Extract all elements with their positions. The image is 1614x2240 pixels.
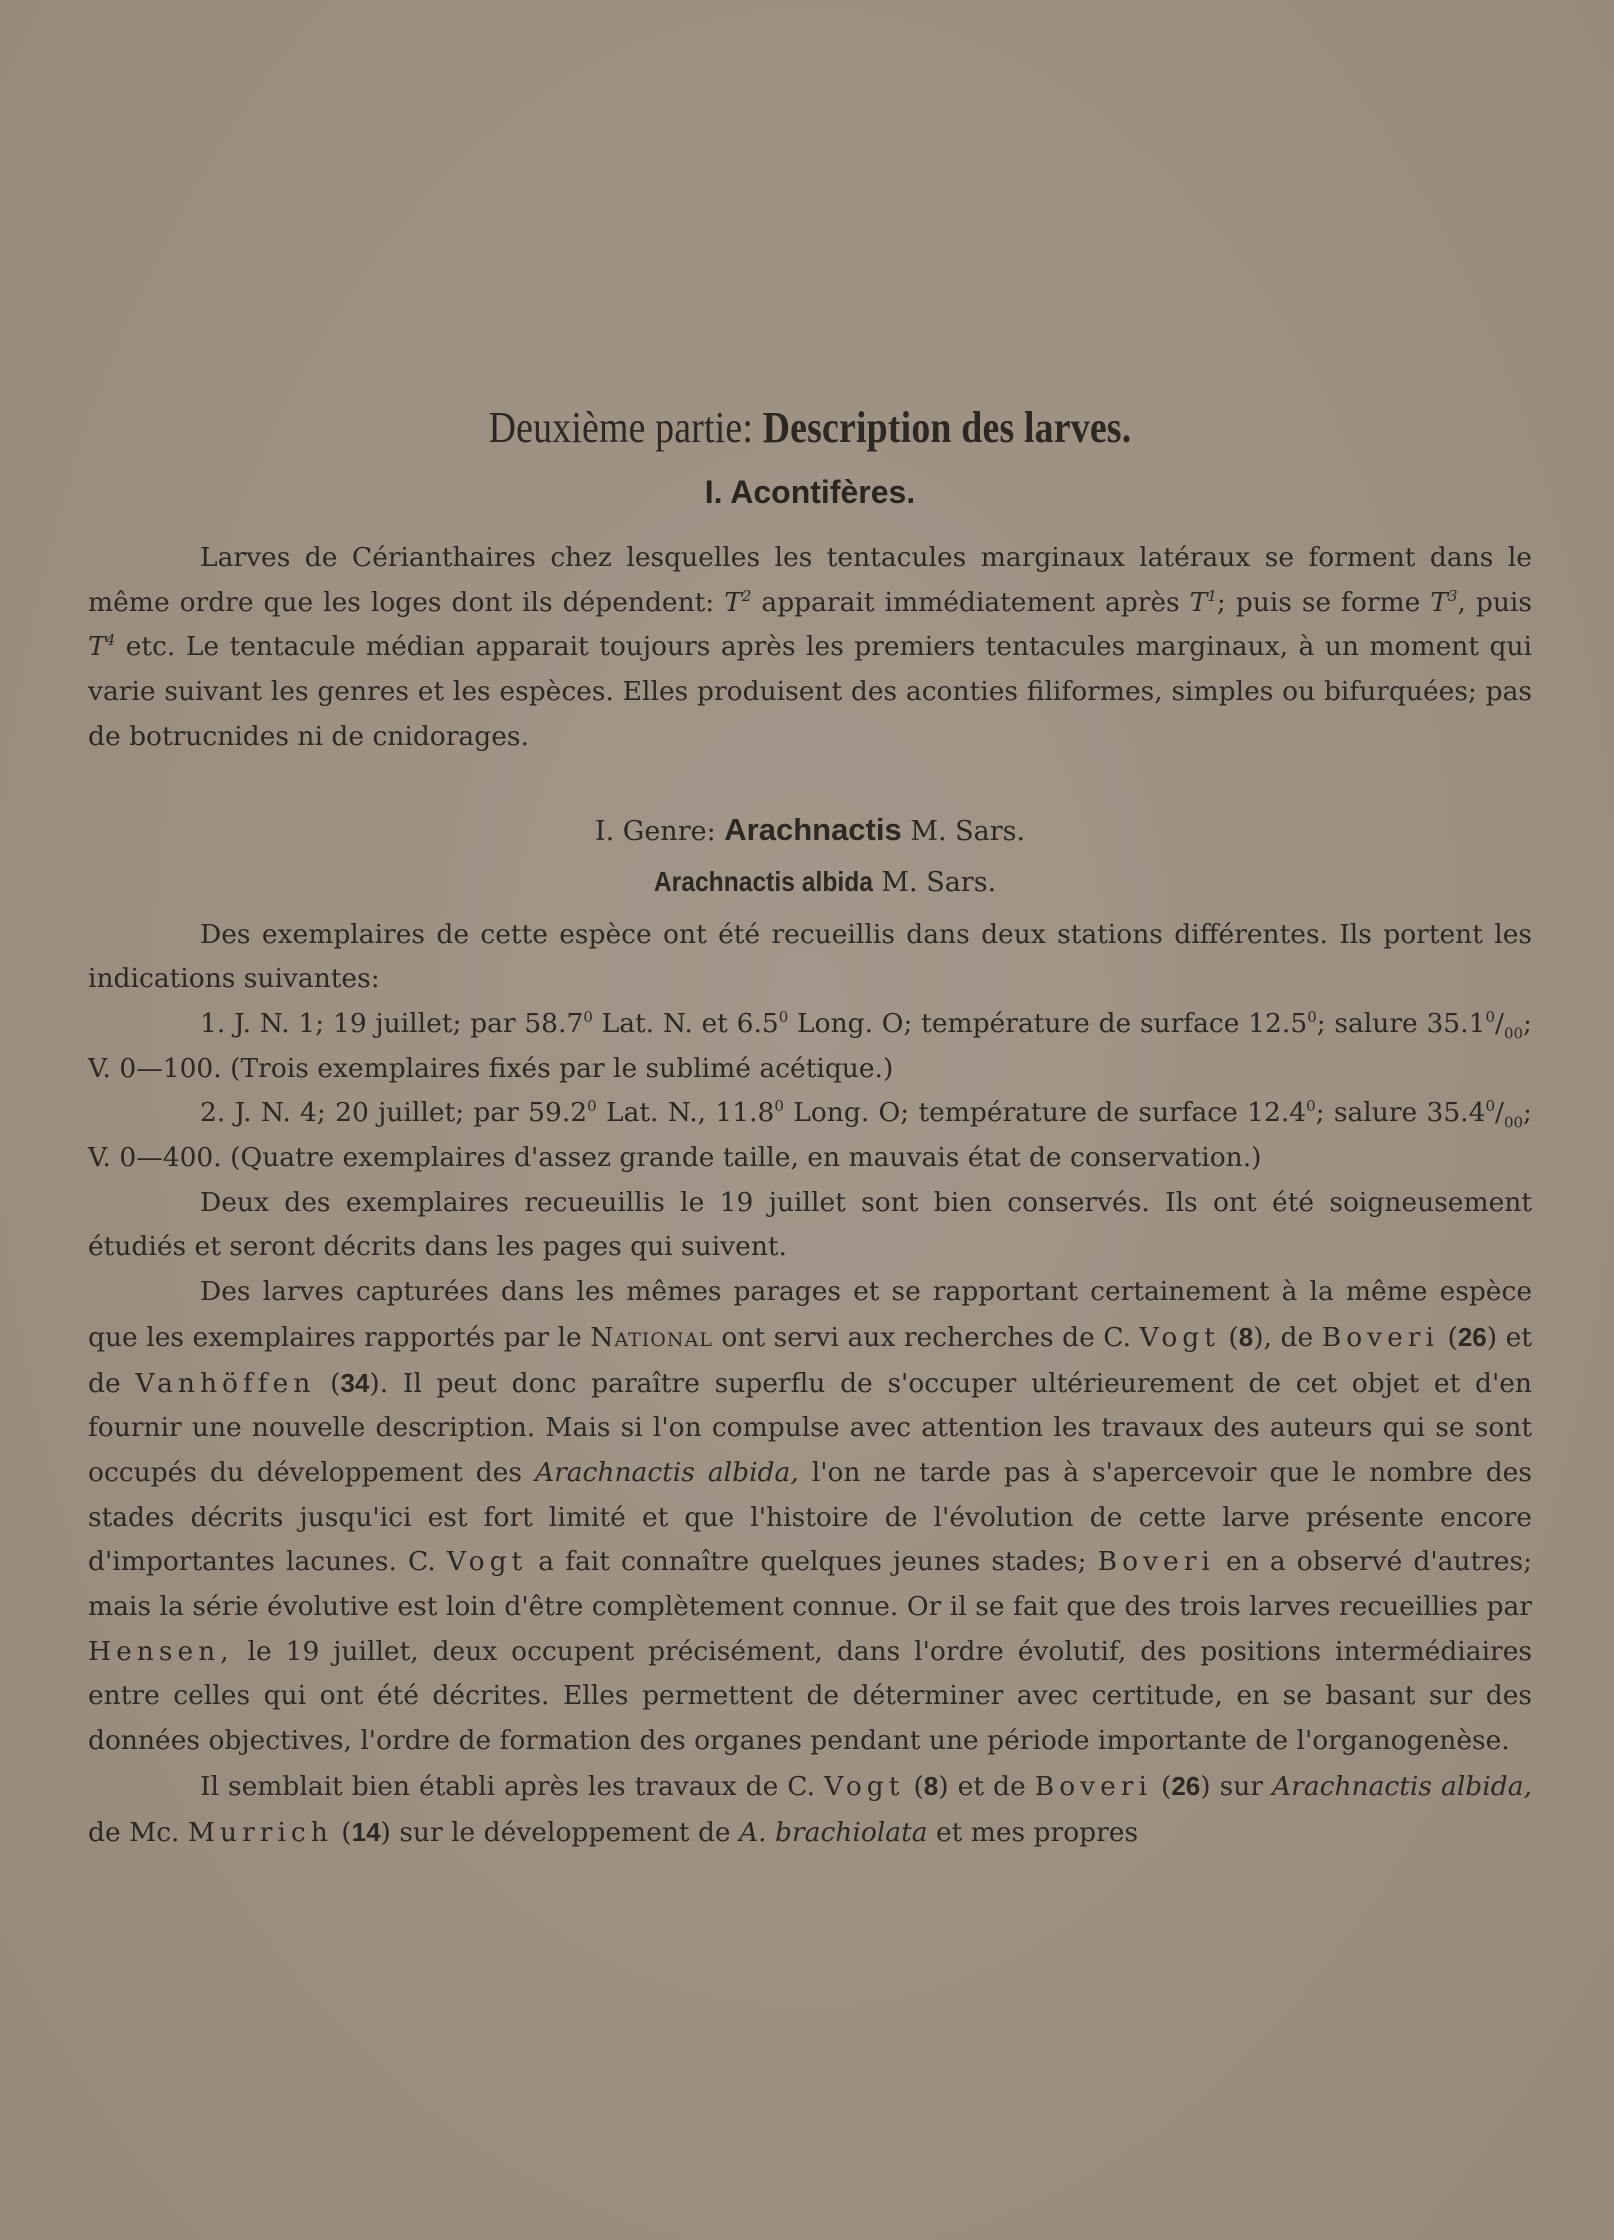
station-2-text-d: ; salure 35.4 xyxy=(1315,1097,1486,1129)
station-1-salinity-sup: 0 xyxy=(1485,1008,1495,1027)
ref-14-close: ) xyxy=(380,1816,391,1848)
station-1-text-b: Lat. N. et 6.5 xyxy=(601,1007,779,1039)
larvae-text-e: Il peut donc paraître superflu de s'occuper ultérieurement de cet objet et d'en fournir une nouvelle description. Mais si l'on compulse avec attention les travaux des auteurs qui se sont occupés du développement des xyxy=(88,1367,1532,1488)
station-2-text-a: 2. J. N. 4; 20 juillet; par 59.2 xyxy=(200,1097,588,1129)
larvae-text-d: et de xyxy=(88,1321,1532,1399)
intro-paragraph xyxy=(88,536,1532,760)
established-text-e: sur le développement de xyxy=(399,1816,731,1848)
ref-26-close-2: ) xyxy=(1200,1770,1211,1802)
paragraph-station-1 xyxy=(88,1002,1532,1091)
established-text-f: et mes propres xyxy=(935,1816,1139,1848)
tentacle-t2-sup: 2 xyxy=(741,586,752,605)
species-heading xyxy=(88,860,1532,905)
ref-8-close-2: ) xyxy=(938,1770,949,1802)
intro-text-2: apparait immédiatement après xyxy=(761,586,1180,618)
section-title: I. Acontifères. xyxy=(704,474,916,510)
author-boveri-2: Boveri xyxy=(1097,1546,1215,1578)
species-arachnactis-albida-2: Arachnactis albida, xyxy=(1272,1770,1532,1802)
ref-8-open-2: ( xyxy=(913,1770,924,1802)
larvae-text-b: ont servi aux recherches de C. xyxy=(721,1321,1132,1353)
station-2-salinity-slash: / xyxy=(1495,1097,1504,1129)
larvae-text-f: l'on ne tarde pas à s'apercevoir que le nombre des stades décrits jusqu'ici est fort limité et que l'histoire de l'évolution de cette larve présente encore d'importantes lacunes. C. xyxy=(88,1456,1532,1578)
station-1-deg-1: 0 xyxy=(583,1008,593,1027)
part-title xyxy=(189,400,1431,456)
ref-34: 34 xyxy=(340,1367,370,1398)
author-murrich: Murrich xyxy=(187,1816,333,1848)
ref-14-open: ( xyxy=(341,1816,352,1848)
station-1-salinity-sub: 00 xyxy=(1503,1024,1524,1043)
tentacle-t3-base: T xyxy=(1430,586,1448,618)
genus-name: Arachnactis xyxy=(724,811,902,847)
ref-26-open-2: ( xyxy=(1161,1770,1172,1802)
intro-text-5: etc. Le tentacule médian apparait toujours après les premiers tentacules marginaux, à un moment qui varie suivant les genres et les espèces. Elles produisent des aconties filiformes, simples ou bifurquées; pas de botrucnides ni de cnidorages. xyxy=(88,631,1532,752)
larvae-text-g: a fait connaître quelques jeunes stades; xyxy=(538,1546,1087,1578)
genus-heading xyxy=(88,808,1532,854)
paragraph-station-2 xyxy=(88,1091,1532,1180)
species-name: Arachnactis albida xyxy=(653,865,873,897)
tentacle-t3 xyxy=(1430,587,1457,618)
station-1-text-c: Long. O; température de surface 12.5 xyxy=(797,1007,1308,1039)
ref-34-close: ). xyxy=(369,1367,389,1399)
established-text-d: de Mc. xyxy=(88,1816,180,1848)
ref-8-2: 8 xyxy=(923,1770,939,1801)
part-title-main: Description des larves. xyxy=(762,403,1132,452)
author-vogt-2: Vogt xyxy=(446,1546,528,1578)
established-text-c: sur xyxy=(1219,1770,1263,1802)
larvae-text-i: le 19 juillet, deux occupent précisément, dans l'ordre évolutif, des positions intermédiaires entre celles qui ont été décrites. Elles permettent de déterminer avec certitude, en se basant sur des données objectives, l'ordre de formation des organes pendant une période importante de l'organogenèse. xyxy=(88,1635,1532,1757)
ref-26-open: ( xyxy=(1447,1321,1458,1353)
station-2-text-b: Lat. N., 11.8 xyxy=(605,1097,775,1129)
author-boveri-3: Boveri xyxy=(1034,1770,1152,1802)
station-1-deg-2: 0 xyxy=(778,1008,789,1027)
intro-text-3: ; puis se forme xyxy=(1216,586,1421,618)
tentacle-t1 xyxy=(1190,587,1217,618)
species-brachiolata: A. brachiolata xyxy=(739,1816,928,1848)
tentacle-t4 xyxy=(88,631,115,662)
larvae-text-c: de xyxy=(1280,1321,1314,1353)
paragraph-conserved: Deux des exemplaires recueuillis le 19 juillet sont bien conservés. Ils ont été soigneusement étudiés et seront décrits dans les pages qui suivent. xyxy=(88,1186,1532,1263)
author-hensen: Hensen, xyxy=(88,1635,234,1667)
ref-8-close: ), xyxy=(1253,1321,1272,1353)
tentacle-t1-base: T xyxy=(1189,586,1208,618)
author-vogt: Vogt xyxy=(1139,1321,1220,1353)
author-vanhoffen: Vanhöffen xyxy=(135,1367,316,1399)
tentacle-t4-sup: 4 xyxy=(105,631,116,650)
intro-text-4: , puis xyxy=(1457,586,1533,618)
part-title-prefix: Deuxième partie: xyxy=(488,403,754,452)
ref-26: 26 xyxy=(1457,1321,1487,1352)
established-text-b: et de xyxy=(957,1770,1026,1802)
ref-34-open: ( xyxy=(330,1367,341,1399)
intro-text-1: Larves de Cérianthaires chez lesquelles les tentacules marginaux latéraux se forment dans le même ordre que les loges dont ils dépendent: xyxy=(88,542,1532,618)
ref-26-close: ) xyxy=(1486,1321,1498,1353)
established-text-a: Il semblait bien établi après les travaux de C. xyxy=(200,1770,816,1802)
ref-8: 8 xyxy=(1238,1321,1254,1352)
station-2-salinity-sup: 0 xyxy=(1485,1097,1496,1116)
larvae-text-h: en a observé d'autres; mais la série évolutive est loin d'être complètement connue. Or il se fait que des trois larves recueillies par xyxy=(88,1546,1532,1623)
author-vogt-3: Vogt xyxy=(824,1770,905,1802)
station-2-salinity-sub: 00 xyxy=(1503,1113,1524,1132)
genus-prefix: I. Genre: xyxy=(594,815,716,847)
station-1-text-e: ; V. 0—100. (Trois exemplaires fixés par le sublimé acétique.) xyxy=(88,1007,1532,1084)
paragraph-stations: Des exemplaires de cette espèce ont été recueillis dans deux stations différentes. Ils portent les indications suivantes: xyxy=(88,918,1532,995)
ref-26-2: 26 xyxy=(1171,1770,1201,1801)
station-2-deg-2: 0 xyxy=(774,1097,784,1116)
ref-14: 14 xyxy=(351,1816,381,1847)
species-arachnactis-albida: Arachnactis albida, xyxy=(534,1456,799,1488)
species-author: M. Sars. xyxy=(881,866,997,898)
station-2-deg-3: 0 xyxy=(1306,1097,1316,1116)
station-1-text-d: ; salure 35.1 xyxy=(1316,1007,1486,1039)
tentacle-t3-sup: 3 xyxy=(1447,586,1458,605)
station-2-text-c: Long. O; température de surface 12.4 xyxy=(793,1097,1307,1129)
tentacle-t2 xyxy=(724,587,751,618)
ref-8-open: ( xyxy=(1228,1321,1239,1353)
station-1-text-a: 1. J. N. 1; 19 juillet; par 58.7 xyxy=(200,1007,584,1039)
station-1-salinity-slash: / xyxy=(1495,1007,1504,1039)
page-content xyxy=(88,400,1532,1855)
station-2-deg-1: 0 xyxy=(587,1097,597,1116)
larvae-text-a: Des larves capturées dans les mêmes parages et se rapportant certainement à la même espèce que les exemplaires rapportés par le xyxy=(88,1276,1532,1353)
paragraph-larvae xyxy=(88,1270,1532,1764)
paragraph-established xyxy=(88,1764,1532,1855)
genus-author: M. Sars. xyxy=(910,815,1026,847)
tentacle-t1-sup: 1 xyxy=(1207,586,1217,605)
station-1-deg-3: 0 xyxy=(1307,1008,1317,1027)
larvae-national: National xyxy=(590,1321,713,1353)
tentacle-t2-base: T xyxy=(724,586,742,618)
tentacle-t4-base: T xyxy=(88,631,106,663)
station-2-text-e: ; V. 0—400. (Quatre exemplaires d'assez grande taille, en mauvais état de conservation.) xyxy=(88,1097,1532,1174)
author-boveri: Boveri xyxy=(1321,1321,1439,1353)
